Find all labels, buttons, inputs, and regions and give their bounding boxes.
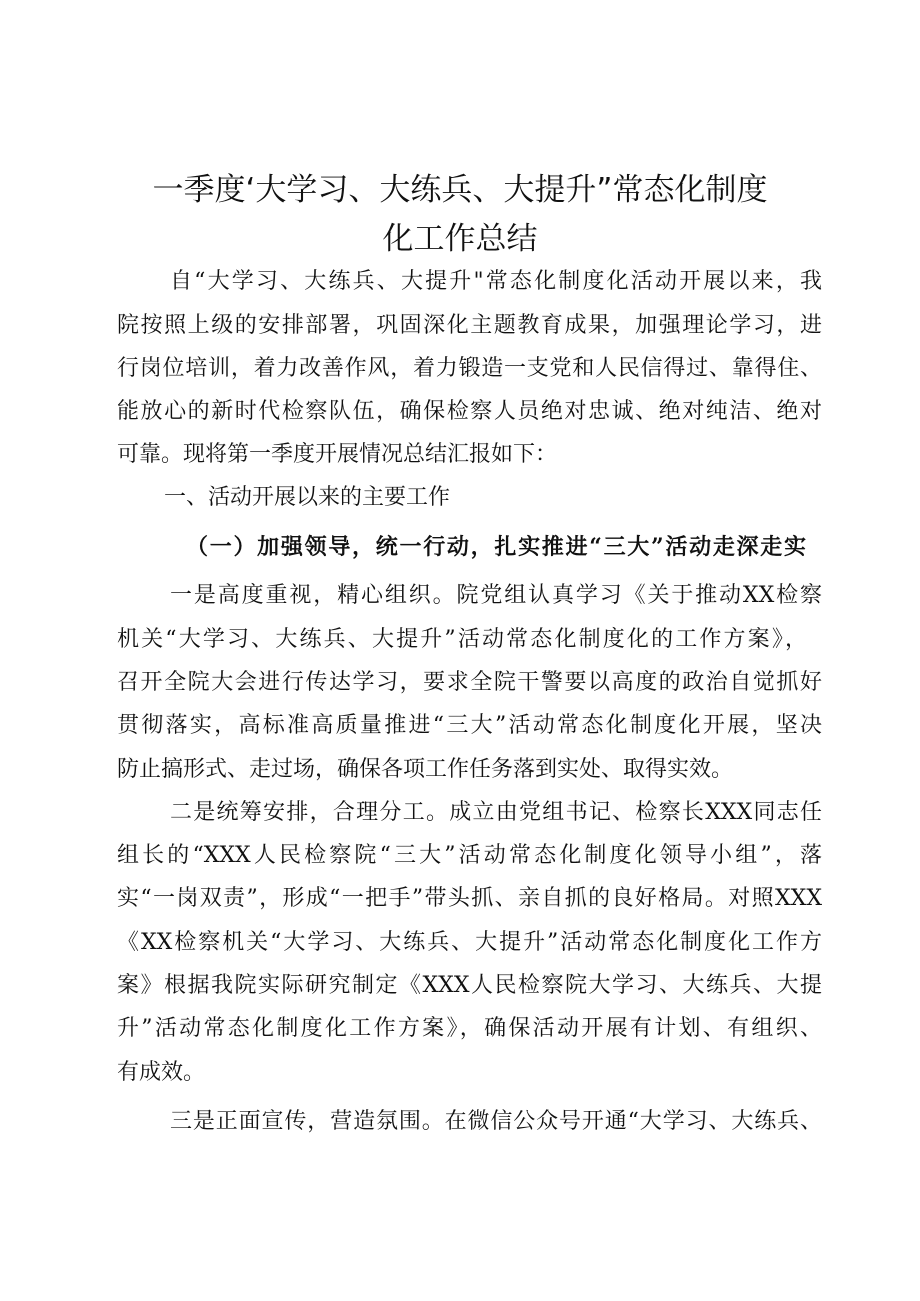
paragraph-line: 二是统筹安排，合理分工。成立由党组书记、检察长XXX同志任 <box>170 800 822 825</box>
paragraph-line: 有成效。 <box>117 1060 206 1085</box>
paragraph-line: 一是高度重视，精心组织。院党组认真学习《关于推动XX检察 <box>170 583 822 608</box>
paragraph-line: 召开全院大会进行传达学习，要求全院干警要以高度的政治自觉抓好 <box>117 670 822 695</box>
paragraph-line: 组长的“XXX人民检察院“三大”活动常态化制度化领导小组”，落 <box>117 843 822 868</box>
paragraph-line: 机关“大学习、大练兵、大提升”活动常态化制度化的工作方案》， <box>117 627 807 652</box>
section-heading-1: 一、活动开展以来的主要工作 <box>164 485 451 510</box>
paragraph-line: 升”活动常态化制度化工作方案》，确保活动开展有计划、有组织、 <box>117 1016 822 1041</box>
paragraph-line: 《XX检察机关“大学习、大练兵、大提升”活动常态化制度化工作方 <box>117 930 822 955</box>
intro-line: 行岗位培训，着力改善作风，着力锻造一支党和人民信得过、靠得住、 <box>117 356 822 381</box>
paragraph-line: 贯彻落实，高标准高质量推进“三大”活动常态化制度化开展，坚决 <box>117 713 822 738</box>
subsection-heading-1: （一）加强领导，统一行动，扎实推进“三大”活动走深走实 <box>186 534 806 560</box>
intro-line: 院按照上级的安排部署，巩固深化主题教育成果，加强理论学习，进 <box>117 313 822 338</box>
document-title-line-1: 一季度‘大学习、大练兵、大提升”常态化制度 <box>152 172 768 208</box>
paragraph-line: 三是正面宣传，营造氛围。在微信公众号开通“大学习、大练兵、 <box>170 1109 822 1134</box>
document-title-line-2: 化工作总结 <box>382 221 538 257</box>
intro-line: 能放心的新时代检察队伍，确保检察人员绝对忠诚、绝对纯洁、绝对 <box>117 399 822 424</box>
paragraph-line: 案》根据我院实际研究制定《XXX人民检察院大学习、大练兵、大提 <box>117 973 822 998</box>
paragraph-line: 实“一岗双责”，形成“一把手”带头抓、亲自抓的良好格局。对照XXX <box>117 886 822 911</box>
intro-line: 可靠。现将第一季度开展情况总结汇报如下： <box>117 442 558 467</box>
intro-line: 自“大学习、大练兵、大提升"常态化制度化活动开展以来，我 <box>170 269 822 294</box>
paragraph-line: 防止搞形式、走过场，确保各项工作任务落到实处、取得实效。 <box>117 757 734 782</box>
